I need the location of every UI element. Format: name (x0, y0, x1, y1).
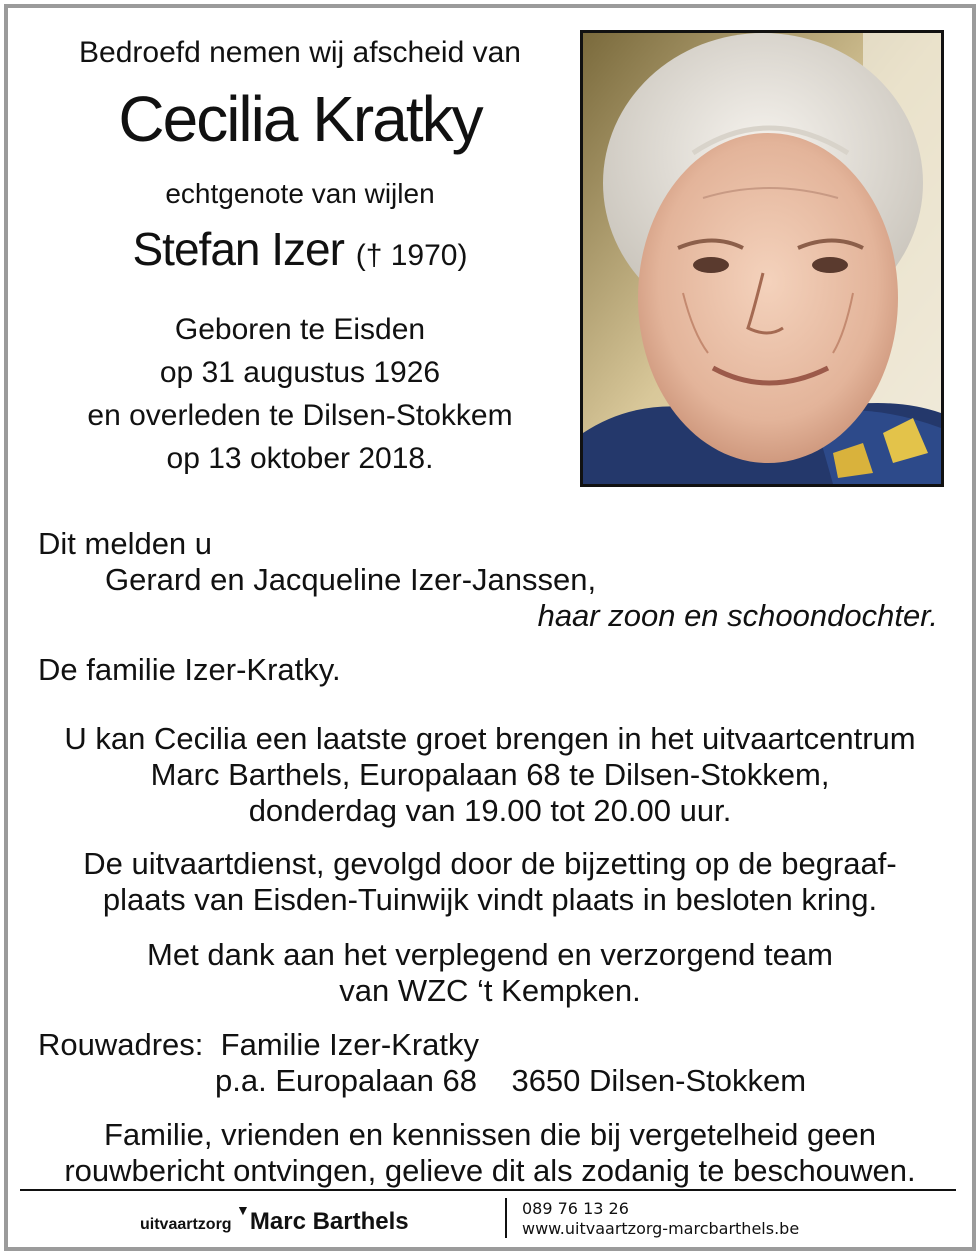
service-paragraph (20, 846, 960, 918)
service-line: plaats van Eisden-Tuinwijk vindt plaats in besloten kring. (102, 882, 878, 917)
visitation-line: U kan Cecilia een laatste groet brengen in het uitvaartcentrum (64, 721, 916, 756)
intro-text: Bedroefd nemen wij afscheid van (79, 36, 521, 69)
contact-info (522, 1199, 799, 1239)
family-line: De familie Izer-Kratky. (38, 652, 341, 687)
notice-line: Familie, vrienden en kennissen die bij vergetelheid geen (103, 1117, 877, 1152)
triangle-icon: ▼ (236, 1202, 250, 1218)
logo-brand: Marc Barthels (249, 1208, 409, 1235)
spouse-intro: echtgenote van wijlen (165, 178, 435, 209)
address-label: Rouwadres: (38, 1027, 204, 1062)
address-street: p.a. Europalaan 68 (215, 1063, 477, 1098)
address-city: 3650 Dilsen-Stokkem (511, 1063, 807, 1098)
death-place: en overleden te Dilsen-Stokkem (87, 399, 513, 432)
service-line: De uitvaartdienst, gevolgd door de bijzetting op de begraaf- (83, 846, 897, 881)
birth-date: op 31 augustus 1926 (159, 356, 441, 389)
portrait-image (583, 33, 941, 484)
death-date: op 13 oktober 2018. (166, 442, 434, 475)
announcers-relation: haar zoon en schoondochter. (537, 598, 938, 633)
deceased-name: Cecilia Kratky (118, 83, 482, 155)
address-name: Familie Izer-Kratky (220, 1027, 480, 1062)
thanks-line: Met dank aan het verplegend en verzorgend team (147, 937, 833, 972)
spouse-line (40, 222, 560, 276)
thanks-line: van WZC ‘t Kempken. (339, 973, 641, 1008)
life-details (40, 308, 560, 480)
spouse-name: Stefan Izer (132, 223, 344, 275)
announcers-names: Gerard en Jacqueline Izer-Janssen, (105, 562, 597, 597)
footer-divider (20, 1189, 956, 1191)
visitation-line: Marc Barthels, Europalaan 68 te Dilsen-Stokkem, (150, 757, 830, 792)
footer-separator (505, 1198, 507, 1238)
portrait-photo (580, 30, 944, 487)
visitation-paragraph (20, 721, 960, 829)
funeral-home-logo (140, 1202, 409, 1236)
birth-place: Geboren te Eisden (174, 313, 426, 346)
notice-paragraph (20, 1117, 960, 1189)
website-link[interactable]: www.uitvaartzorg-marcbarthels.be (522, 1219, 800, 1238)
notice-line: rouwbericht ontvingen, gelieve dit als zodanig te beschouwen. (64, 1153, 916, 1188)
address-line-1 (38, 1027, 479, 1063)
logo-prefix: uitvaartzorg (140, 1216, 232, 1233)
announcers-intro: Dit melden u (38, 526, 213, 561)
thanks-paragraph (20, 937, 960, 1009)
visitation-line: donderdag van 19.00 tot 20.00 uur. (248, 793, 732, 828)
spouse-death: († 1970) (355, 239, 468, 272)
phone-number: 089 76 13 26 (522, 1199, 629, 1218)
address-line-2 (215, 1063, 806, 1099)
